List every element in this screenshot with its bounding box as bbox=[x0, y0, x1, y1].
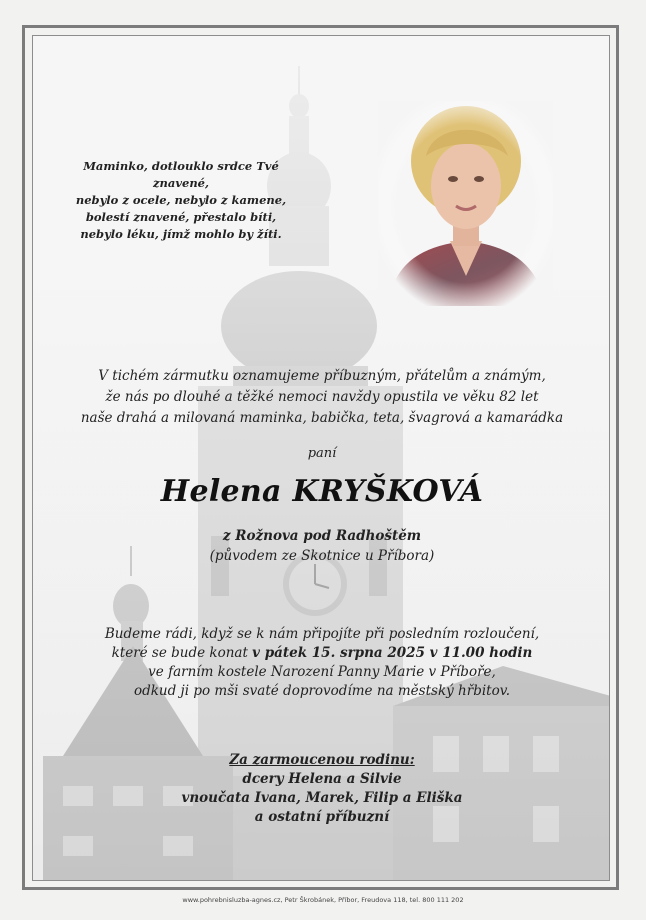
funeral-date-prefix: které se bude konat bbox=[111, 645, 253, 661]
poem-line: nebylo z ocele, nebylo z kamene, bbox=[75, 193, 287, 207]
funeral-line bbox=[33, 644, 610, 663]
salutation: paní bbox=[307, 446, 337, 461]
poem-line: bolestí znavené, přestalo bíti, bbox=[85, 210, 277, 224]
family-line: a ostatní příbuzní bbox=[254, 809, 390, 825]
deceased-origin bbox=[33, 526, 610, 566]
family-line: vnoučata Ivana, Marek, Filip a Eliška bbox=[181, 790, 463, 806]
funeral-line: ve farním kostele Narození Panny Marie v Příboře, bbox=[148, 664, 496, 680]
first-name: Helena bbox=[160, 474, 282, 509]
footer-contact: www.pohrebnisluzba-agnes.cz, Petr Škrobánek, Příbor, Freudova 118, tel. 800 111 202 bbox=[182, 896, 464, 904]
notice-card bbox=[32, 35, 610, 881]
family-heading: Za zarmoucenou rodinu: bbox=[229, 752, 415, 768]
funeral-date: v pátek 15. srpna 2025 v 11.00 hodin bbox=[252, 645, 533, 661]
birthplace: (původem ze Skotnice u Příbora) bbox=[209, 548, 435, 564]
announcement-line: naše drahá a milovaná maminka, babička, teta, švagrová a kamarádka bbox=[80, 410, 564, 426]
announcement bbox=[33, 366, 610, 429]
family-line: dcery Helena a Silvie bbox=[242, 771, 402, 787]
funeral-line: Budeme rádi, když se k nám připojíte při posledním rozloučení, bbox=[104, 626, 540, 642]
funeral-line: odkud ji po mši svaté doprovodíme na městský hřbitov. bbox=[133, 683, 511, 699]
poem-line: nebylo léku, jímž mohlo by žíti. bbox=[80, 227, 282, 241]
portrait-photo bbox=[378, 101, 553, 306]
family-signature bbox=[33, 751, 610, 827]
funeral-details bbox=[33, 625, 610, 701]
deceased-name bbox=[33, 474, 610, 509]
poem bbox=[61, 158, 301, 243]
announcement-line: V tichém zármutku oznamujeme příbuzným, přátelům a známým, bbox=[98, 368, 546, 384]
poem-line: Maminko, dotlouklo srdce Tvé znavené, bbox=[83, 159, 279, 190]
residence: z Rožnova pod Radhoštěm bbox=[222, 528, 422, 544]
last-name: KRYŠKOVÁ bbox=[292, 474, 484, 509]
announcement-line: že nás po dlouhé a těžké nemoci navždy opustila ve věku 82 let bbox=[105, 389, 539, 405]
